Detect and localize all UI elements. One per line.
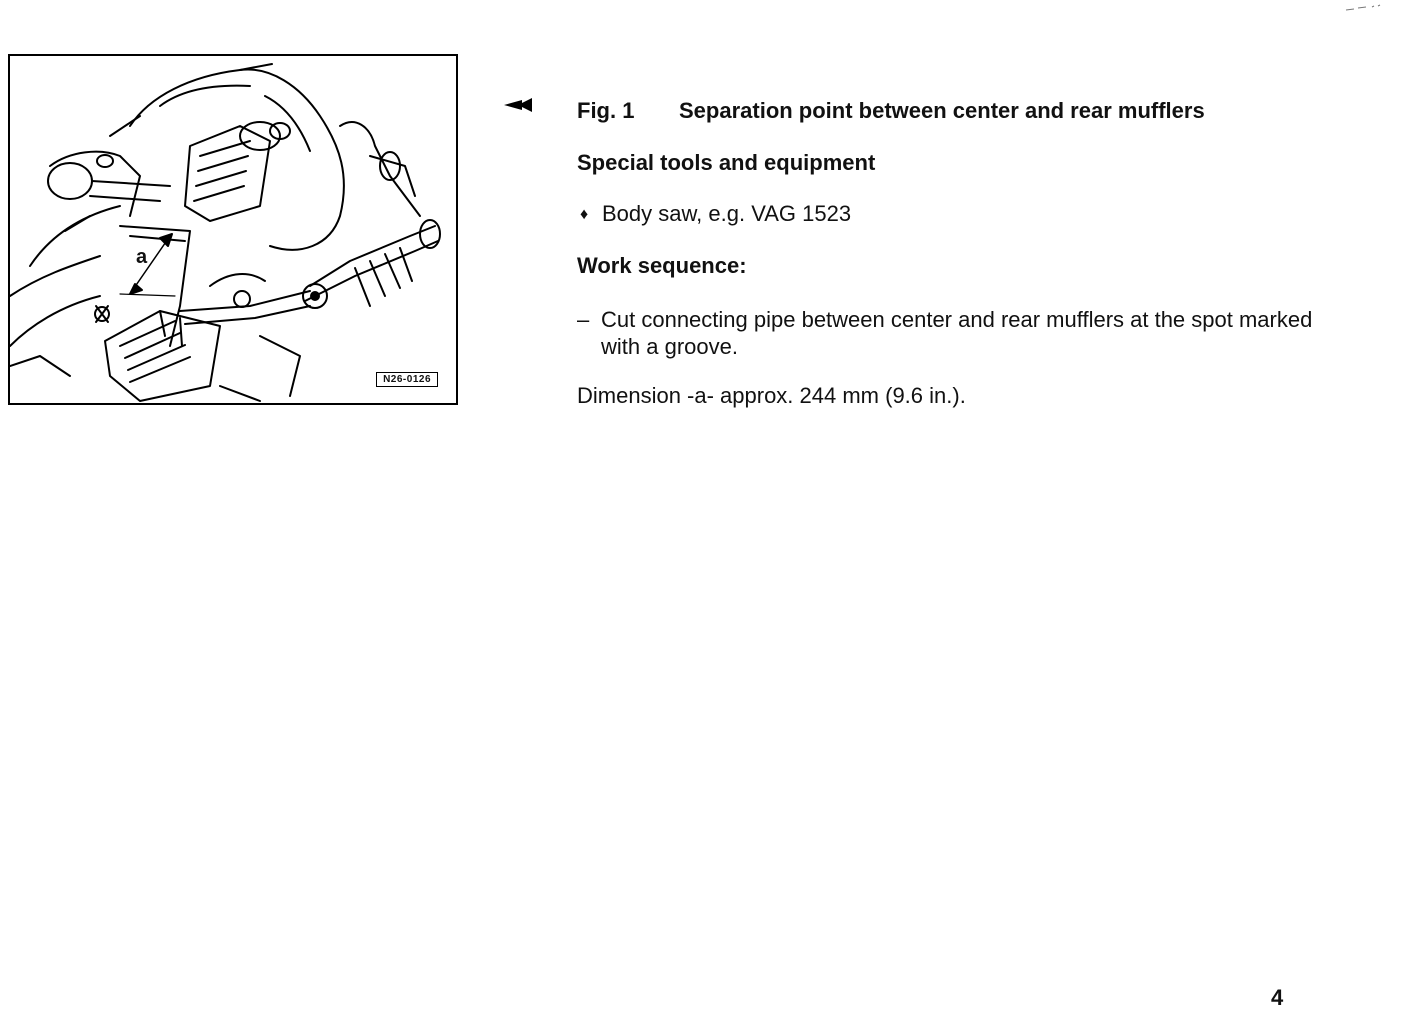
- tool-list-item: [580, 201, 851, 227]
- work-step: [577, 306, 1337, 360]
- figure-title: Separation point between center and rear mufflers: [679, 98, 1205, 123]
- figure-number: Fig. 1: [577, 98, 635, 123]
- step-text: Cut connecting pipe between center and rear mufflers at the spot marked with a groove.: [601, 307, 1313, 359]
- special-tools-heading: Special tools and equipment: [577, 150, 876, 175]
- page-number: 4: [1271, 985, 1284, 1010]
- tool-item-text: Body saw, e.g. VAG 1523: [602, 201, 852, 226]
- figure-code: N26-0126: [376, 372, 438, 387]
- exhaust-illustration: [8, 54, 458, 405]
- work-sequence-heading: Work sequence:: [577, 253, 747, 278]
- arrow-pointer-icon: [504, 98, 534, 112]
- scan-speck: [1344, 4, 1384, 12]
- exhaust-line-drawing: [10, 56, 456, 403]
- dimension-a-label: a: [136, 246, 148, 268]
- diamond-bullet-icon: ♦: [580, 206, 589, 223]
- figure-caption: [577, 98, 1205, 124]
- dimension-note: Dimension -a- approx. 244 mm (9.6 in.).: [577, 383, 966, 408]
- step-dash: –: [577, 307, 590, 332]
